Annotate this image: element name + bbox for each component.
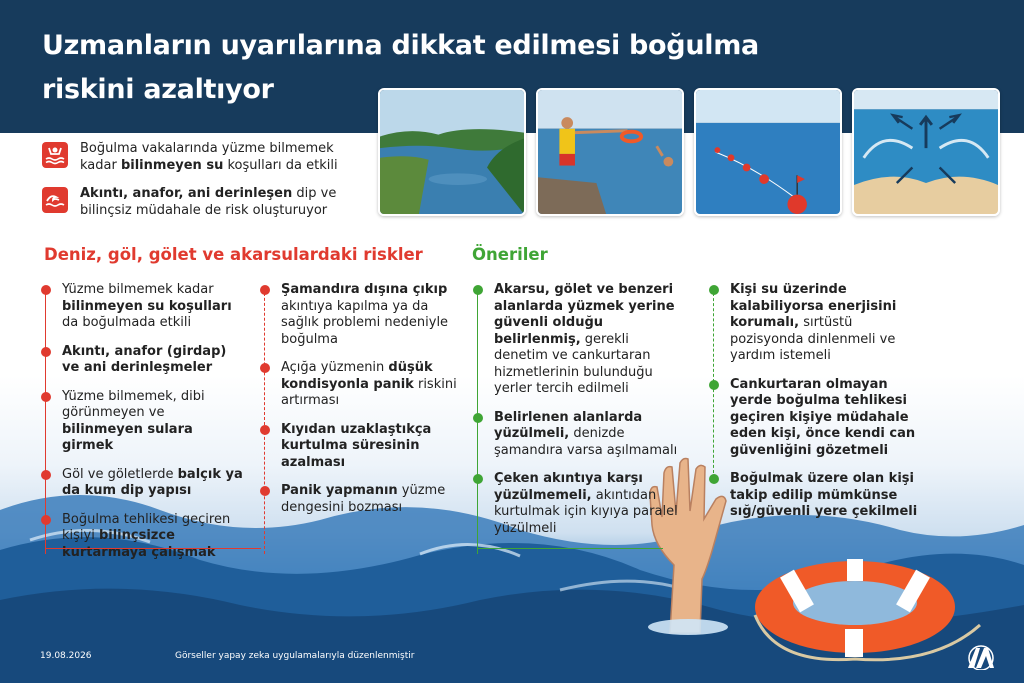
list-item: Yüzme bilmemek kadar bilinmeyen su koşulları da boğulmada etkili <box>46 282 246 332</box>
bullet-dot <box>41 392 51 402</box>
title-line-2: riskini azaltıyor <box>42 74 274 105</box>
risks-bottom-line <box>46 548 261 549</box>
advice-column-left <box>478 282 678 537</box>
intro-item-1 <box>42 140 370 174</box>
footer-date: 19.08.2026 <box>40 651 92 661</box>
bullet-dot <box>260 363 270 373</box>
bullet-dot <box>41 470 51 480</box>
wave-icon <box>42 187 68 213</box>
list-item: Panik yapmanın yüzme dengesini bozması <box>265 483 460 516</box>
rescue-throw-ring-photo <box>536 88 684 216</box>
bullet-dot <box>709 474 719 484</box>
bullet-dot <box>709 285 719 295</box>
advice-bottom-line <box>478 548 663 549</box>
bullet-dot <box>41 347 51 357</box>
lifebuoy-illustration <box>745 555 985 675</box>
list-item: Şamandıra dışına çıkıp akıntıya kapılma ya da sağlık problemi nedeniyle boğulma <box>265 282 460 348</box>
buoy-line-photo <box>694 88 842 216</box>
intro-text-2: Akıntı, anafor, ani derinleşen dip ve bilinçsiz müdahale de risk oluşturuyor <box>80 186 337 218</box>
list-item: Boğulmak üzere olan kişi takip edilip mümkünse sığ/güvenli yere çekilmeli <box>714 471 929 521</box>
bullet-dot <box>260 425 270 435</box>
drowning-person-icon <box>42 142 68 168</box>
intro-text-1: Boğulma vakalarında yüzme bilmemek kadar bilinmeyen su koşulları da etkili <box>80 141 338 173</box>
list-item: Belirlenen alanlarda yüzülmeli, denizde şamandıra varsa aşılmamalı <box>478 410 678 460</box>
bullet-dot <box>260 486 270 496</box>
aa-logo <box>966 644 996 670</box>
risks-column-right <box>265 282 460 516</box>
bullet-dot <box>709 380 719 390</box>
risks-column-left <box>46 282 246 561</box>
footer-credit: Görseller yapay zeka uygulamalarıyla düzenlenmiştir <box>175 651 415 661</box>
list-item: Akıntı, anafor (girdap) ve ani derinleşmeler <box>46 344 246 377</box>
title-line-1: Uzmanların uyarılarına dikkat edilmesi boğulma <box>42 30 759 61</box>
bullet-dot <box>473 285 483 295</box>
bullet-dot <box>473 474 483 484</box>
list-item: Çeken akıntıya karşı yüzülmemeli, akıntıdan kurtulmak için kıyıya paralel yüzülmeli <box>478 471 678 537</box>
rip-current-photo <box>852 88 1000 216</box>
list-item: Akarsu, gölet ve benzeri alanlarda yüzmek yerine güvenli olduğu belirlenmiş, gerekli denetim ve cankurtaran hizmetlerinin bulunduğu yerler tercih edilmeli <box>478 282 678 398</box>
list-item: Cankurtaran olmayan yerde boğulma tehlikesi geçiren kişiye müdahale eden kişi, önce kendi can güvenliğini gözetmeli <box>714 377 929 460</box>
list-item: Boğulma tehlikesi geçiren kişiyi bilinçsizce kurtarmaya çalışmak <box>46 512 246 562</box>
river-landscape-photo <box>378 88 526 216</box>
list-item: Kıyıdan uzaklaştıkça kurtulma süresinin azalması <box>265 422 460 472</box>
bullet-dot <box>260 285 270 295</box>
list-item: Göl ve göletlerde balçık ya da kum dip yapısı <box>46 467 246 500</box>
list-item: Kişi su üzerinde kalabiliyorsa enerjisini korumalı, sırtüstü pozisyonda dinlenmeli ve yardım istemeli <box>714 282 929 365</box>
bullet-dot <box>41 515 51 525</box>
list-item: Açığa yüzmenin düşük kondisyonla panik riskini artırması <box>265 360 460 410</box>
risks-heading: Deniz, göl, gölet ve akarsulardaki riskler <box>44 245 423 264</box>
advice-heading: Öneriler <box>472 245 548 264</box>
advice-column-right <box>714 282 929 521</box>
list-item: Yüzme bilmemek, dibi görünmeyen ve bilinmeyen sulara girmek <box>46 389 246 455</box>
intro-item-2 <box>42 185 370 219</box>
bullet-dot <box>41 285 51 295</box>
bullet-dot <box>473 413 483 423</box>
